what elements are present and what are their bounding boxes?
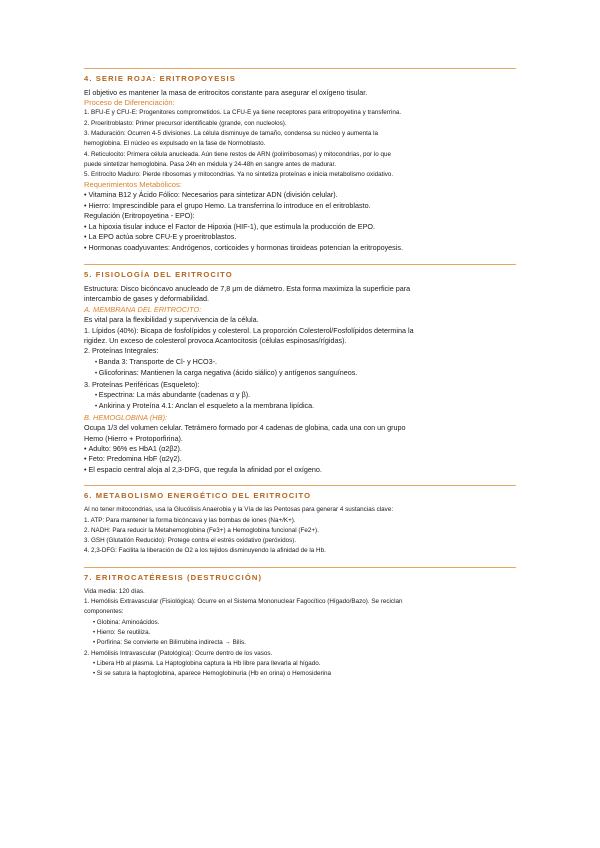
paragraph: 1. Lípidos (40%): Bicapa de fosfolípidos y colesterol. La proporción Colesterol/Fosfolípidos determina la: [84, 325, 414, 335]
list-item: 1. BFU-E y CFU-E: Progenitores comprometidos. La CFU-E ya tiene receptores para eritropoyetina y transferrina.: [84, 109, 402, 117]
section-divider: [84, 485, 516, 486]
paragraph: 2. Proteínas Integrales:: [84, 346, 159, 356]
section-erythropoiesis: [84, 74, 516, 253]
paragraph: El objetivo es mantener la masa de eritrocitos constante para asegurar el oxígeno tisular.: [84, 88, 368, 97]
list-item: 3. Maduración: Ocurren 4-5 divisiones. La célula disminuye de tamaño, condensa su núcleo y aumenta la: [84, 130, 379, 137]
list-item: puede sintetizar hemoglobina. Pasa 24h en médula y 24-48h en sangre antes de madurar.: [84, 160, 337, 168]
list-item: 4. Reticulocito: Primera célula anucleada. Aún tiene restos de ARN (polirribosomas) y mitocondrias, por lo que: [84, 150, 391, 158]
page-content: [84, 68, 516, 679]
section-divider: [84, 567, 516, 568]
paragraph: Es vital para la flexibilidad y supervivencia de la célula.: [84, 315, 259, 325]
bullet-item: • Adulto: 96% es HbA1 (α2β2).: [84, 444, 516, 454]
subheading: Proceso de Diferenciación:: [84, 98, 175, 108]
section-energy-metabolism: [84, 491, 516, 556]
list-item: 2. Proeritroblasto: Primer precursor identificable (grande, con nucleolos).: [84, 119, 287, 127]
paragraph: 1. Hemólisis Extravascular (Fisiológica): Ocurre en el Sistema Mononuclear Fagocítico (Hígado/Bazo). Se reciclan: [84, 598, 403, 606]
bullet-item: • Espectrina: La más abundante (cadenas α y β).: [84, 390, 516, 401]
paragraph: Hemo (Hierro + Protoporfirina).: [84, 433, 183, 443]
subheading: A. MEMBRANA DEL ERITROCITO:: [84, 304, 202, 314]
bullet-item: • El espacio central aloja al 2,3-DFG, que regula la afinidad por el oxígeno.: [84, 465, 516, 475]
list-item: 2. NADH: Para reducir la Metahemoglobina (Fe3+) a Hemoglobina funcional (Fe2+).: [84, 526, 319, 534]
paragraph: 3. Proteínas Periféricas (Esqueleto):: [84, 379, 200, 389]
section-divider: [84, 68, 516, 69]
subheading: B. HEMOGLOBINA (HB):: [84, 412, 168, 422]
list-item: 1. ATP: Para mantener la forma bicóncava y las bombas de iones (Na+/K+).: [84, 516, 296, 524]
bullet-item: • Hierro: Imprescindible para el grupo Hemo. La transferrina lo introduce en el eritroblasto.: [84, 201, 516, 211]
section-erythrocyte-physiology: [84, 270, 516, 475]
section-title: 5. FISIOLOGÍA DEL ERITROCITO: [84, 269, 233, 279]
paragraph: componentes:: [84, 608, 124, 616]
bullet-item: • Si se satura la haptoglobina, aparece Hemoglobinuria (Hb en orina) o Hemosiderina: [84, 669, 516, 679]
bullet-item: • Hormonas coadyuvantes: Andrógenos, corticoides y hormonas tiroideas potencian la eritropoyesis.: [84, 243, 516, 253]
paragraph: Vida media: 120 días.: [84, 587, 145, 595]
section-title: 6. METABOLISMO ENERGÉTICO DEL ERITROCITO: [84, 491, 312, 501]
bullet-item: • La EPO actúa sobre CFU-E y proeritroblastos.: [84, 232, 516, 242]
section-erythrocateresis: [84, 573, 516, 680]
list-item: 3. GSH (Glutatión Reducido): Protege contra el estrés oxidativo (peróxidos).: [84, 537, 297, 545]
bullet-item: • La hipoxia tisular induce el Factor de Hipoxia (HIF-1), que estimula la producción de EPO.: [84, 222, 516, 232]
bullet-item: • Hierro: Se reutiliza.: [84, 628, 516, 638]
paragraph: rigidez. Un exceso de colesterol provoca Acantocitosis (células espinosas/rígidas).: [84, 335, 347, 345]
list-item: 5. Eritrocito Maduro: Pierde ribosomas y mitocondrias. Ya no sintetiza proteínas e inicia metabolismo oxidativo.: [84, 171, 394, 179]
section-divider: [84, 264, 516, 265]
paragraph: Al no tener mitocondrias, usa la Glucólisis Anaerobia y la Vía de las Pentosas para generar 4 sustancias clave:: [84, 506, 394, 514]
subheading: Requerimientos Metabólicos:: [84, 180, 182, 190]
bullet-item: • Glicoforinas: Mantienen la carga negativa (ácido siálico) y antígenos sanguíneos.: [84, 368, 516, 379]
bullet-item: • Banda 3: Transporte de Cl- y HCO3-.: [84, 357, 516, 368]
paragraph: Regulación (Eritropoyetina - EPO):: [84, 211, 195, 221]
bullet-item: • Vitamina B12 y Ácido Fólico: Necesarios para sintetizar ADN (división celular).: [84, 190, 516, 200]
bullet-item: • Ankirina y Proteína 4.1: Anclan el esqueleto a la membrana lipídica.: [84, 401, 516, 412]
paragraph: Estructura: Disco bicóncavo anucleado de 7,8 μm de diámetro. Esta forma maximiza la superficie para: [84, 283, 411, 293]
bullet-item: • Globina: Aminoácidos.: [84, 618, 516, 628]
bullet-item: • Porfirina: Se convierte en Bilirrubina indirecta → Bilis.: [84, 638, 516, 648]
paragraph: intercambio de gases y deformabilidad.: [84, 294, 210, 304]
paragraph: 2. Hemólisis Intravascular (Patológica): Ocurre dentro de los vasos.: [84, 649, 273, 657]
bullet-item: • Libera Hb al plasma. La Haptoglobina captura la Hb libre para llevarla al hígado.: [84, 659, 516, 669]
list-item: 4. 2,3-DFG: Facilita la liberación de O2 a los tejidos disminuyendo la afinidad de la Hb.: [84, 547, 326, 555]
list-item: hemoglobina. El núcleo es expulsado en la fase de Normoblasto.: [84, 140, 266, 148]
paragraph: Ocupa 1/3 del volumen celular. Tetrámero formado por 4 cadenas de globina, cada una con un grupo: [84, 423, 406, 433]
section-title: 4. SERIE ROJA: ERITROPOYESIS: [84, 74, 236, 83]
bullet-item: • Feto: Predomina HbF (α2γ2).: [84, 454, 516, 464]
section-title: 7. ERITROCATÉRESIS (DESTRUCCIÓN): [84, 572, 263, 582]
